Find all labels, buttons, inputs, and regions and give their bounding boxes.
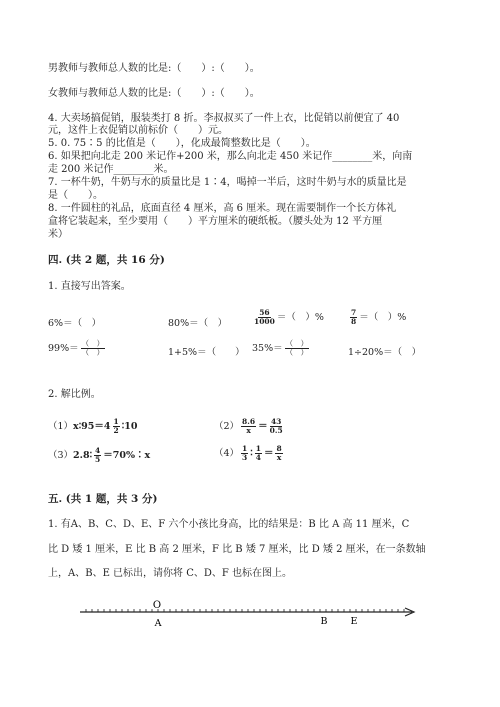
blank-fraction: $\frac{( )}{( )}$: [81, 339, 105, 357]
section4-p2-title: 2. 解比例。: [48, 389, 101, 400]
q4-line1: 4. 大卖场搞促销，服装类打 8 折。李叔叔买了一件上衣，比促销以前便宜了 40: [48, 113, 400, 124]
equation-2: （2） $\frac{8.6}{x}$ ＝ $\frac{43}{0.5}$: [214, 417, 283, 435]
section5-heading: 五. (共 1 题，共 3 分): [48, 493, 158, 505]
section5-line1: 1. 有A、B、C、D、E、F 六个小孩比身高，比的结果是：B 比 A 高 11 厘米，C: [48, 519, 410, 530]
female-ratio-line: 女教师与教师总人数的比是:（ ）:（ ）。: [48, 88, 260, 99]
section5-line3: 上，A、B、E 已标出，请你将 C、D、F 也标在图上。: [48, 568, 293, 579]
origin-label: O: [152, 600, 162, 611]
q8-line2: 盒将它装起来，至少要用（ ）平方厘米的硬纸板。（腰头处为 12 平方厘: [48, 216, 383, 227]
fraction-1-4: $\frac{1}{4}$: [255, 444, 261, 462]
section4-p1-title: 1. 直接写出答案。: [48, 281, 131, 292]
calc-r1-c2: 80%＝（ ）: [168, 318, 228, 329]
equation-3: （3）2.8∶ $\frac{4}{5}$ ＝70%∶x: [48, 446, 151, 464]
point-label-b: B: [320, 616, 328, 627]
q7-line2: 是（ ）。: [48, 190, 103, 201]
fraction-1-3: $\frac{1}{3}$: [242, 444, 248, 462]
equation-4: （4） $\frac{1}{3}$ ∶ $\frac{1}{4}$ ＝ $\frac{8}{x}$: [214, 444, 282, 462]
calc-r2-c2: 1+5%＝（ ）: [168, 347, 245, 358]
fraction-43-0.5: $\frac{43}{0.5}$: [269, 417, 283, 435]
male-ratio-line: 男教师与教师总人数的比是:（ ）:（ ）。: [48, 63, 260, 74]
fraction-7-8: $\frac{7}{8}$: [351, 308, 357, 326]
q7-line1: 7. 一杯牛奶，牛奶与水的质量比是 1∶4，喝掉一半后，这时牛奶与水的质量比是: [48, 177, 407, 188]
q5-line: 5. 0. 75∶5 的比值是（ ），化成最简整数比是（ ）。: [48, 138, 316, 149]
q8-line3: 米）: [48, 229, 68, 240]
calc-r2-c1: 99%＝ $\frac{( )}{( )}$: [48, 339, 105, 357]
calc-r1-c3: $\frac{56}{1000}$ ＝（ ）%: [254, 308, 324, 326]
point-label-a: A: [154, 618, 162, 629]
point-label-e: E: [350, 616, 358, 627]
calc-r2-c4: 1÷20%＝（ ）: [348, 347, 422, 358]
calc-r1-c1: 6%＝（ ）: [48, 318, 102, 329]
section5-line2: 比 D 矮 1 厘米，E 比 B 高 2 厘米，F 比 B 矮 7 厘米，比 D 矮 2 厘米，在一条数轴: [48, 544, 426, 555]
q6-line1: 6. 如果把向北走 200 米记作+200 米，那么向北走 450 米记作________米，向南: [48, 151, 413, 162]
calc-r1-c4: $\frac{7}{8}$ ＝（ ）%: [351, 308, 407, 326]
fraction-56-1000: $\frac{56}{1000}$: [254, 308, 275, 326]
q8-line1: 8. 一件圆柱的礼品，底面直径 4 厘米，高 6 厘米。现在需要制作一个长方体礼: [48, 203, 397, 214]
q4-line2: 元，这件上衣促销以前标价（ ）元。: [48, 125, 228, 136]
fraction-4-5: $\frac{4}{5}$: [95, 446, 101, 464]
fraction-8.6-x: $\frac{8.6}{x}$: [242, 417, 256, 435]
q6-line2: 走 200 米记作________米。: [48, 164, 174, 175]
section4-heading: 四. (共 2 题，共 16 分): [48, 254, 165, 266]
fraction-1-2: $\frac{1}{2}$: [113, 417, 119, 435]
fraction-8-x: $\frac{8}{x}$: [276, 444, 282, 462]
blank-fraction: $\frac{( )}{( )}$: [285, 339, 309, 357]
equation-1: （1）x∶95＝4 $\frac{1}{2}$ ∶10: [48, 417, 138, 435]
calc-r2-c3: 35%＝ $\frac{( )}{( )}$: [252, 339, 309, 357]
